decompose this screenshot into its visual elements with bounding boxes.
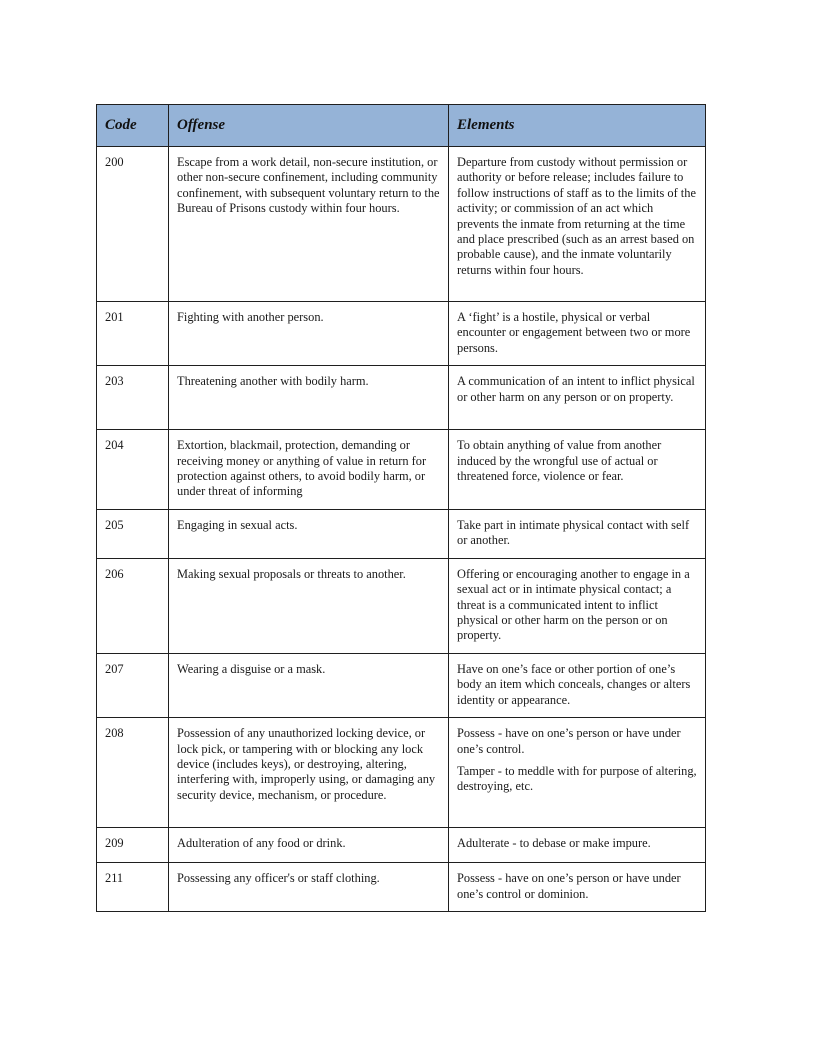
table-row bbox=[97, 509, 706, 558]
code-cell: 203 bbox=[97, 366, 169, 430]
header-row bbox=[97, 105, 706, 147]
elements-text: Tamper - to meddle with for purpose of altering, destroying, etc. bbox=[457, 763, 697, 794]
offense-cell: Wearing a disguise or a mask. bbox=[169, 653, 449, 717]
offense-cell: Fighting with another person. bbox=[169, 302, 449, 366]
table-row bbox=[97, 302, 706, 366]
offense-cell: Extortion, blackmail, protection, demanding or receiving money or anything of value in return for protection against others, to avoid bodily harm, or under threat of informing bbox=[169, 430, 449, 510]
elements-cell bbox=[449, 430, 706, 510]
elements-cell bbox=[449, 828, 706, 863]
elements-cell bbox=[449, 302, 706, 366]
elements-text: To obtain anything of value from another induced by the wrongful use of actual or threatened force, violence or fear. bbox=[457, 438, 662, 484]
offense-cell: Possessing any officer's or staff clothing. bbox=[169, 863, 449, 912]
elements-cell bbox=[449, 653, 706, 717]
elements-text: Take part in intimate physical contact with self or another. bbox=[457, 517, 690, 548]
table-header bbox=[97, 105, 706, 147]
elements-text: Possess - have on one’s person or have under one’s control or dominion. bbox=[457, 871, 681, 901]
offense-cell: Adulteration of any food or drink. bbox=[169, 828, 449, 863]
offense-cell: Engaging in sexual acts. bbox=[169, 509, 449, 558]
elements-cell bbox=[449, 863, 706, 912]
code-cell: 209 bbox=[97, 828, 169, 863]
code-cell: 211 bbox=[97, 863, 169, 912]
table-row bbox=[97, 558, 706, 653]
table-row bbox=[97, 366, 706, 430]
offense-cell: Threatening another with bodily harm. bbox=[169, 366, 449, 430]
elements-text: A communication of an intent to inflict physical or other harm on any person or on property. bbox=[457, 374, 695, 404]
column-header-elements: Elements bbox=[449, 105, 706, 147]
code-cell: 200 bbox=[97, 147, 169, 302]
elements-cell bbox=[449, 147, 706, 302]
elements-text: A ‘fight’ is a hostile, physical or verbal encounter or engagement between two or more persons. bbox=[457, 310, 691, 355]
table-body bbox=[97, 147, 706, 912]
elements-text: Have on one’s face or other portion of one’s body an item which conceals, changes or alters identity or appearance. bbox=[457, 661, 691, 707]
table-row bbox=[97, 147, 706, 302]
column-header-code: Code bbox=[97, 105, 169, 147]
table-row bbox=[97, 653, 706, 717]
code-cell: 205 bbox=[97, 509, 169, 558]
offense-cell: Making sexual proposals or threats to another. bbox=[169, 558, 449, 653]
elements-cell bbox=[449, 366, 706, 430]
table-row bbox=[97, 863, 706, 912]
code-cell: 201 bbox=[97, 302, 169, 366]
elements-text: Offering or encouraging another to engage in a sexual act or in intimate physical contact; a threat is a communicated intent to inflict physical or other harm on the person or on property. bbox=[457, 566, 690, 643]
offense-cell: Escape from a work detail, non-secure institution, or other non-secure confinement, including community confinement, with subsequent voluntary return to the Bureau of Prisons custody within four hours. bbox=[169, 147, 449, 302]
column-header-offense: Offense bbox=[169, 105, 449, 147]
code-cell: 207 bbox=[97, 653, 169, 717]
table-row bbox=[97, 828, 706, 863]
table-row bbox=[97, 718, 706, 828]
elements-text: Possess - have on one’s person or have under one’s control. bbox=[457, 726, 681, 756]
table-row bbox=[97, 430, 706, 510]
elements-text: Adulterate - to debase or make impure. bbox=[457, 836, 651, 851]
elements-cell bbox=[449, 718, 706, 828]
code-cell: 206 bbox=[97, 558, 169, 653]
elements-text: Departure from custody without permission or authority or before release; includes failure to follow instructions of staff as to the limits of the activity; or commission of an act which prevents the inmate from returning at the time and place prescribed (such as an arrest based on probable cause), and the inmate voluntarily returns within four hours. bbox=[457, 155, 696, 277]
offense-cell: Possession of any unauthorized locking device, or lock pick, or tampering with or blocking any lock device (includes keys), or destroying, altering, interfering with, improperly using, or damaging any security device, mechanism, or procedure. bbox=[169, 718, 449, 828]
code-cell: 208 bbox=[97, 718, 169, 828]
code-cell: 204 bbox=[97, 430, 169, 510]
elements-cell bbox=[449, 558, 706, 653]
elements-cell bbox=[449, 509, 706, 558]
offense-table bbox=[96, 104, 706, 912]
